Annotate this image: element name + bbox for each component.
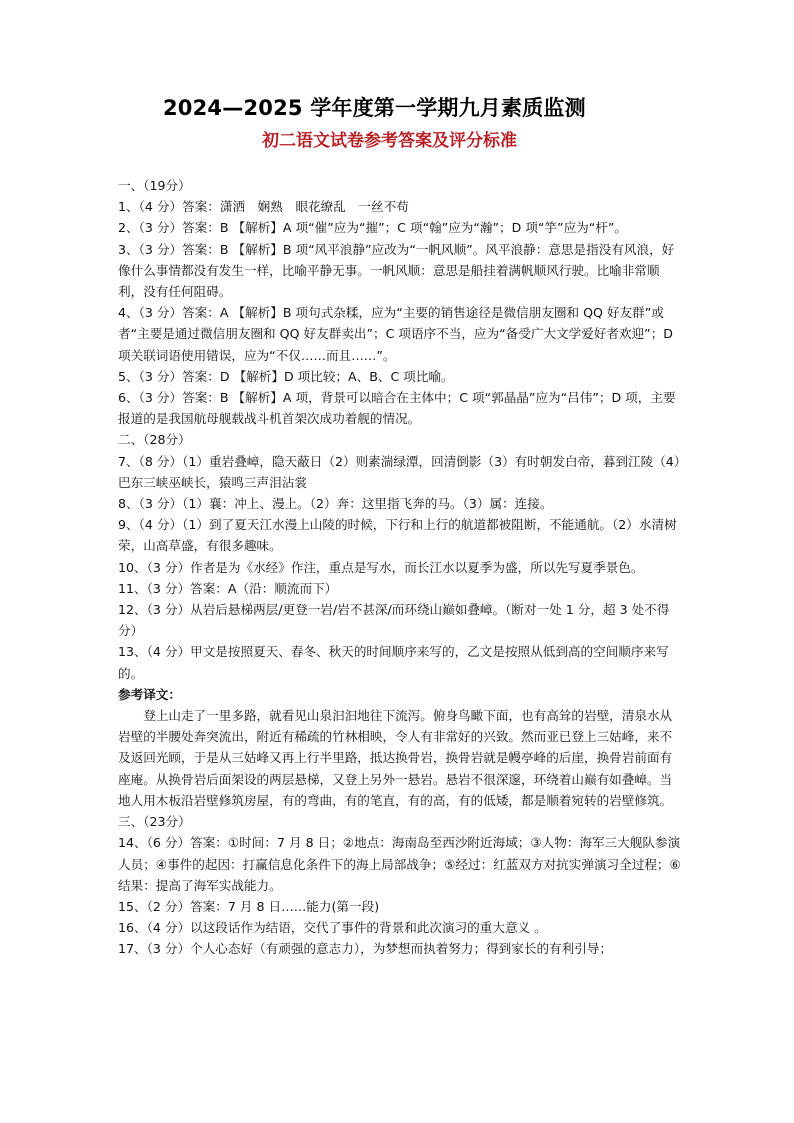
answer-item-7: 7、（8 分）（1）重岩叠嶂，隐天蔽日（2）则素湍绿潭，回清倒影（3）有时朝发白帝，暮到江陵（4）巴东三峡巫峡长，猿鸣三声泪沾裳: [118, 453, 681, 490]
answer-item-6: 6、（3 分）答案：B 【解析】A 项，背景可以暗合在主体中；C 项“郭晶晶”应为“吕伟”；D 项，主要报道的是我国航母舰载战斗机首架次成功着舰的情况。: [118, 390, 676, 427]
answer-item-16: 16、（4 分）以这段话作为结语，交代了事件的背景和此次演习的重大意义 。: [118, 920, 547, 936]
answer-body: [118, 175, 684, 960]
answer-item-11: 11、（3 分）答案：A（沿：顺流而下）: [118, 580, 338, 596]
section-heading-1: 一、（19分）: [118, 178, 191, 193]
answer-item-5: 5、（3 分）答案：D 【解析】D 项比较；A、B、C 项比喻。: [118, 368, 454, 384]
answer-item-12: 12、（3 分）从岩后悬梯两层/更登一岩/岩不甚深/而环绕山巅如叠嶂。（断对一处 1 分，超 3 处不得分）: [118, 602, 670, 639]
page-subtitle: 初二语文试卷参考答案及评分标准: [262, 131, 517, 151]
section-heading-3: 三、（23分）: [118, 814, 191, 830]
page-title: 2024—2025 学年度第一学期九月素质监测: [163, 96, 586, 120]
answer-item-14: 14、（6 分）答案：①时间：7 月 8 日；②地点：海南岛至西沙附近海域；③人物：海军三大舰队参演人员；④事件的起因：打赢信息化条件下的海上局部战争；⑤经过：红蓝双方对抗实弹演习全过程；⑥结果：提高了海军实战能力。: [118, 835, 681, 893]
answer-item-1: 1、（4 分）答案：潇洒 娴熟 眼花缭乱 一丝不苟: [118, 199, 409, 215]
answer-item-3: 3、（3 分）答案：B 【解析】B 项“风平浪静”应改为“一帆风顺”。风平浪静：意思是指没有风浪，好像什么事情都没有发生一样，比喻平静无事。一帆风顺：意思是船挂着满帆顺风行驶。比喻非常顺利，没有任何阻碍。: [118, 241, 675, 300]
section-heading-2: 二、（28分）: [118, 432, 191, 448]
reference-translation-text: 登上山走了一里多路，就看见山泉汩汩地往下流泻。俯身鸟瞰下面，也有高耸的岩壁，清泉水从岩壁的半腰处奔突流出，附近有稀疏的竹林相映，令人有非常好的兴致。然而亚已登上三姑峰，来不及返回光顾，于是从三姑峰又再上行半里路，抵达换骨岩，换骨岩就是幔亭峰的后崖，换骨岩前面有座庵。从换骨岩后面架设的两层悬梯，又登上另外一悬岩。悬岩不很深邃，环绕着山巅有如叠嶂。当地人用木板沿岩壁修筑房屋，有的弯曲，有的笔直，有的高，有的低矮，都是顺着宛转的岩壁修筑。: [118, 708, 673, 808]
answer-item-15: 15、（2 分）答案：7 月 8 日……能力(第一段): [118, 898, 380, 914]
answer-item-10: 10、（3 分）作者是为《水经》作注，重点是写水，而长江水以夏季为盛，所以先写夏季景色。: [118, 559, 644, 575]
answer-item-9: 9、（4 分）（1）到了夏天江水漫上山陵的时候，下行和上行的航道都被阻断，不能通航。（2）水清树荣，山高草盛，有很多趣味。: [118, 517, 677, 554]
answer-item-2: 2、（3 分）答案：B 【解析】A 项“催”应为“摧”；C 项“翰”应为“瀚”；D 项“竽”应为“杆”。: [118, 220, 627, 236]
answer-item-4: 4、（3 分）答案：A 【解析】B 项句式杂糅，应为“主要的销售途径是微信朋友圈和 QQ 好友群”或者“主要是通过微信朋友圈和 QQ 好友群卖出”；C 项语序不当，应为“备受广大文学爱好者欢迎”；D 项关联词语使用错误，应为“不仅……而且……”。: [118, 305, 673, 363]
answer-item-13: 13、（4 分）甲文是按照夏天、春冬、秋天的时间顺序来写的，乙文是按照从低到高的空间顺序来写的。: [118, 644, 669, 681]
answer-item-8: 8、（3 分）（1）襄：冲上、漫上。（2）奔：这里指飞奔的马。（3）属：连接。: [118, 496, 553, 512]
reference-translation-label: 参考译文：: [118, 686, 181, 702]
answer-item-17: 17、（3 分）个人心态好（有顽强的意志力），为梦想而执着努力；得到家长的有利引导；: [118, 941, 613, 957]
